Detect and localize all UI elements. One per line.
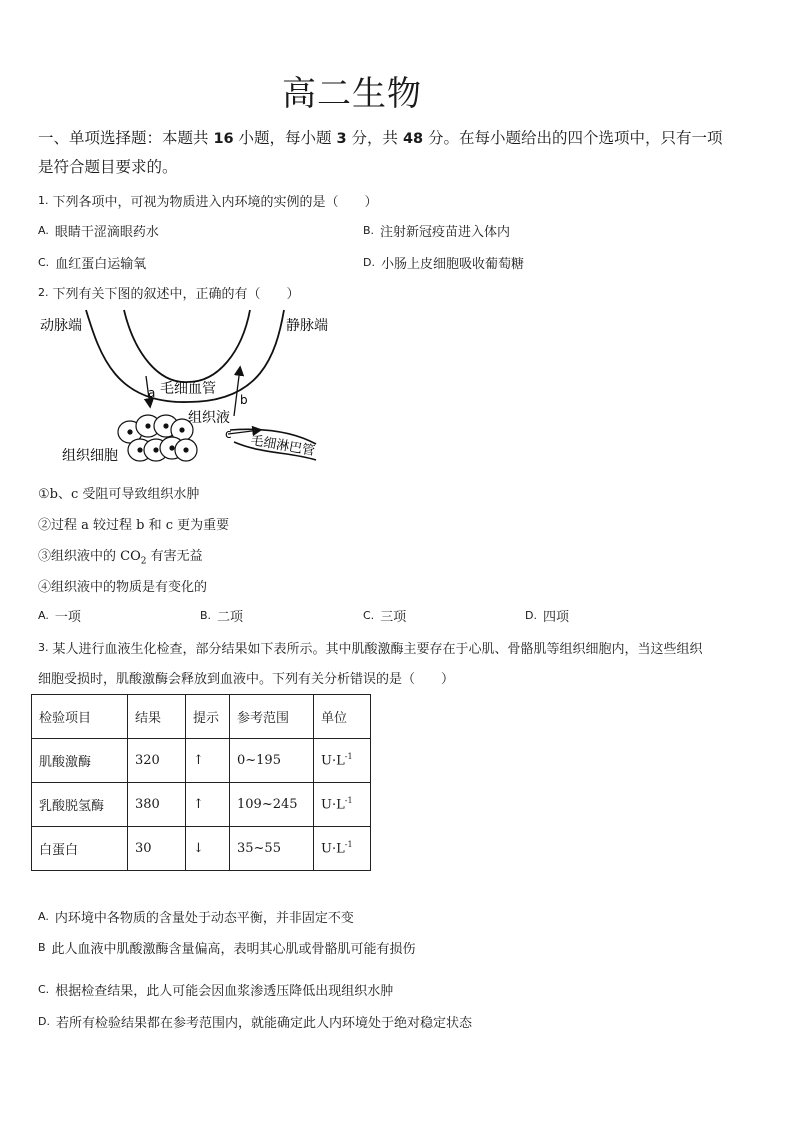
q2-statement-3 xyxy=(38,545,203,567)
cell-range: 0~195 xyxy=(230,739,314,783)
label-tissue-fluid: 组织液 xyxy=(188,410,230,426)
co2-subscript: 2 xyxy=(140,556,147,567)
q1-option-c xyxy=(38,253,146,272)
option-text: 血红蛋白运输氧 xyxy=(55,257,147,272)
q3-stem-text: 某人进行血液生化检查，部分结果如下表所示。其中肌酸激酶主要存在于心肌、骨骼肌等组织细胞内，当这些组织 xyxy=(52,642,703,657)
unit-text: U·L xyxy=(321,797,345,813)
q1-option-d xyxy=(363,253,524,272)
unit-text: U·L xyxy=(321,841,345,857)
label-artery: 动脉端 xyxy=(40,318,82,334)
option-text: 小肠上皮细胞吸收葡萄糖 xyxy=(380,257,524,272)
page-title: 高二生物 xyxy=(282,74,422,114)
option-text: 四项 xyxy=(542,610,569,625)
option-label: B. xyxy=(200,609,212,622)
cell-hint: ↑ xyxy=(186,739,230,783)
q2-statement-2: ②过程 a 较过程 b 和 c 更为重要 xyxy=(38,518,230,533)
q1-number: 1. xyxy=(38,194,49,207)
unit-text: U·L xyxy=(321,753,345,769)
q1-stem-text: 下列各项中，可视为物质进入内环境的实例的是（ ） xyxy=(52,195,378,210)
label-b: b xyxy=(240,393,248,407)
section-header-line2: 是符合题目要求的。 xyxy=(38,158,178,176)
points-each: 3 xyxy=(336,131,347,147)
table-header: 单位 xyxy=(314,695,371,739)
label-vein: 静脉端 xyxy=(286,318,328,334)
label-c: c xyxy=(225,427,232,441)
question-count: 16 xyxy=(213,131,234,147)
option-text: 三项 xyxy=(380,610,407,625)
option-text: 眼睛干涩滴眼药水 xyxy=(54,225,159,240)
q2-statement-4: ④组织液中的物质是有变化的 xyxy=(38,580,208,595)
q3-option-a xyxy=(38,907,354,926)
q3-stem-line2: 细胞受损时，肌酸激酶会释放到血液中。下列有关分析错误的是（ ） xyxy=(38,672,455,687)
q2-option-c xyxy=(363,606,406,625)
capillary-diagram xyxy=(38,306,338,474)
section-mid2: 分，共 xyxy=(346,129,403,147)
cell-result: 320 xyxy=(128,739,186,783)
cell-result: 380 xyxy=(128,783,186,827)
cell-item: 白蛋白 xyxy=(32,827,128,871)
section-header xyxy=(38,126,723,151)
cell-unit xyxy=(314,739,371,783)
label-cells: 组织细胞 xyxy=(62,448,118,464)
q2-option-d xyxy=(525,606,569,625)
section-suffix: 分。在每小题给出的四个选项中，只有一项 xyxy=(423,129,723,147)
q3-option-d xyxy=(38,1012,472,1031)
option-label: B xyxy=(38,941,46,954)
cell-unit xyxy=(314,827,371,871)
table-header-row xyxy=(32,695,371,739)
option-label: D. xyxy=(38,1015,50,1028)
label-capillary: 毛细血管 xyxy=(160,381,216,397)
q1-option-a xyxy=(38,221,159,240)
cell-item: 肌酸激酶 xyxy=(32,739,128,783)
cell-range: 35~55 xyxy=(230,827,314,871)
total-points: 48 xyxy=(402,131,424,147)
q2-number: 2. xyxy=(38,286,49,299)
cell-unit xyxy=(314,783,371,827)
option-text: 内环境中各物质的含量处于动态平衡，并非固定不变 xyxy=(54,911,354,926)
q2-stem-text: 下列有关下图的叙述中，正确的有（ ） xyxy=(52,287,300,302)
option-text: 一项 xyxy=(54,610,81,625)
option-label: C. xyxy=(38,256,50,269)
option-label: A. xyxy=(38,224,49,237)
q2-option-b xyxy=(200,606,243,625)
table-row xyxy=(32,739,371,783)
blood-test-table xyxy=(31,694,371,871)
section-mid1: 小题，每小题 xyxy=(233,129,337,147)
table-header: 结果 xyxy=(128,695,186,739)
option-label: C. xyxy=(38,983,50,996)
tissue-cells xyxy=(118,415,197,461)
option-label: D. xyxy=(525,609,537,622)
cell-result: 30 xyxy=(128,827,186,871)
option-label: A. xyxy=(38,609,49,622)
cell-hint: ↑ xyxy=(186,783,230,827)
option-text: 二项 xyxy=(217,610,244,625)
q2-stem xyxy=(38,283,300,302)
option-text: 若所有检验结果都在参考范围内，就能确定此人内环境处于绝对稳定状态 xyxy=(55,1016,472,1031)
label-lymph: 毛细淋巴管 xyxy=(249,433,316,460)
q3-stem-line1 xyxy=(38,638,703,657)
option-text: 根据检查结果，此人可能会因血浆渗透压降低出现组织水肿 xyxy=(55,984,394,999)
option-label: A. xyxy=(38,910,49,923)
cell-item: 乳酸脱氢酶 xyxy=(32,783,128,827)
unit-exponent: -1 xyxy=(344,752,353,762)
statement-3-pre: ③组织液中的 CO xyxy=(38,549,141,564)
option-text: 注射新冠疫苗进入体内 xyxy=(380,225,511,240)
statement-3-post: 有害无益 xyxy=(146,549,203,564)
q1-stem xyxy=(38,191,378,210)
option-label: B. xyxy=(363,224,375,237)
option-label: C. xyxy=(363,609,375,622)
option-label: D. xyxy=(363,256,375,269)
table-header: 参考范围 xyxy=(230,695,314,739)
option-text: 此人血液中肌酸激酶含量偏高，表明其心肌或骨骼肌可能有损伤 xyxy=(51,942,416,957)
q1-option-b xyxy=(363,221,510,240)
table-row xyxy=(32,827,371,871)
q3-option-b xyxy=(38,938,416,957)
table-header: 检验项目 xyxy=(32,695,128,739)
table-header: 提示 xyxy=(186,695,230,739)
q3-number: 3. xyxy=(38,641,49,654)
cell-range: 109~245 xyxy=(230,783,314,827)
cell-hint: ↓ xyxy=(186,827,230,871)
q3-option-c xyxy=(38,980,393,999)
unit-exponent: -1 xyxy=(344,796,353,806)
table-row xyxy=(32,783,371,827)
q2-option-a xyxy=(38,606,81,625)
q2-statement-1: ①b、c 受阻可导致组织水肿 xyxy=(38,487,200,502)
label-a: a xyxy=(148,386,156,400)
unit-exponent: -1 xyxy=(344,840,353,850)
section-prefix: 一、单项选择题：本题共 xyxy=(38,129,214,147)
capillary-inner-wall xyxy=(124,310,250,382)
